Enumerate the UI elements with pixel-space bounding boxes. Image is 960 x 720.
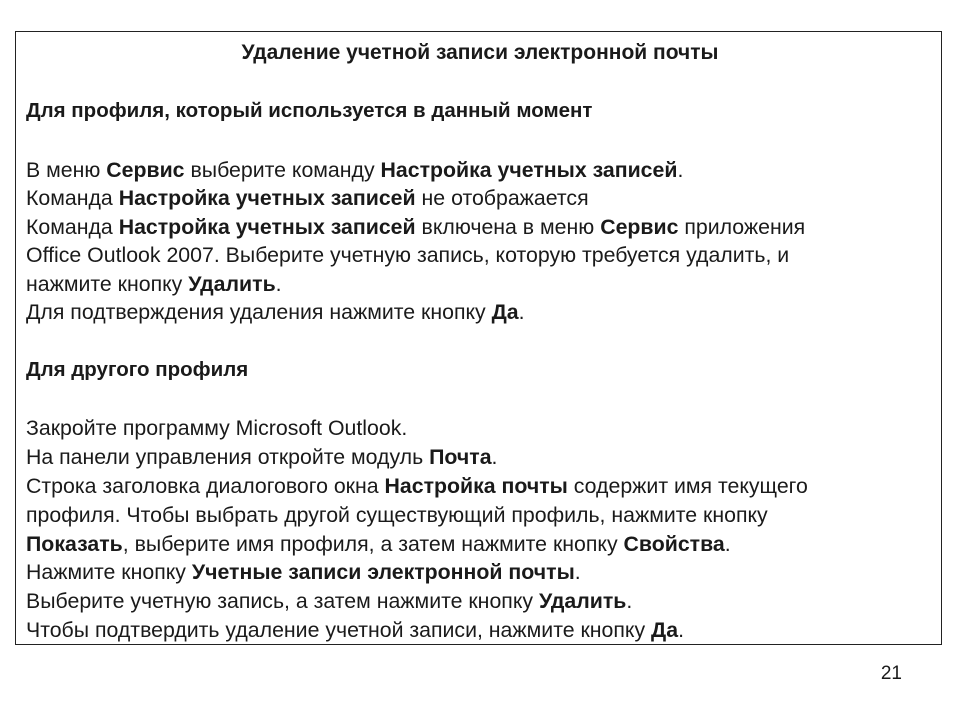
instruction-text: нажмите кнопку <box>26 272 189 296</box>
emphasized-term: Настройка почты <box>384 474 568 498</box>
instruction-line <box>26 616 684 644</box>
instruction-line <box>26 414 407 442</box>
emphasized-term: Да <box>651 618 679 642</box>
instruction-text: Office Outlook 2007. Выберите учетную запись, которую требуется удалить, и <box>26 243 790 267</box>
instruction-text: Для подтверждения удаления нажмите кнопку <box>26 300 492 324</box>
emphasized-term: Настройка учетных записей <box>380 158 678 182</box>
emphasized-term: Сервис <box>600 215 679 239</box>
instruction-text: Нажмите кнопку <box>26 560 192 584</box>
instruction-text: . <box>518 300 525 324</box>
instruction-line <box>26 558 581 586</box>
instruction-line <box>26 241 789 269</box>
emphasized-term: Учетные записи электронной почты <box>191 560 575 584</box>
emphasized-term: Показать <box>26 532 123 556</box>
instruction-text: . <box>626 589 633 613</box>
instruction-text: Команда <box>26 186 119 210</box>
instruction-text: Закройте программу Microsoft Outlook. <box>26 416 408 440</box>
instruction-text: не отображается <box>415 186 589 210</box>
emphasized-term: Настройка учетных записей <box>118 186 416 210</box>
instruction-line <box>26 270 282 298</box>
instruction-text: . <box>574 560 581 584</box>
instruction-line <box>26 472 808 500</box>
instruction-text: В меню <box>26 158 107 182</box>
instruction-text: . <box>724 532 731 556</box>
emphasized-term: Удалить <box>188 272 276 296</box>
instruction-text: выберите команду <box>184 158 381 182</box>
instruction-text: На панели управления откройте модуль <box>26 445 430 469</box>
instruction-text: , выберите имя профиля, а затем нажмите кнопку <box>122 532 624 556</box>
emphasized-term: Свойства <box>623 532 725 556</box>
instruction-line <box>26 298 525 326</box>
instruction-line <box>26 184 589 212</box>
emphasized-term: Удалить <box>538 589 627 613</box>
instruction-text: . <box>275 272 282 296</box>
instruction-line <box>26 501 768 529</box>
instruction-text: профиля. Чтобы выбрать другой существующий профиль, нажмите кнопку <box>26 503 768 527</box>
instruction-text: приложения <box>678 215 806 239</box>
emphasized-term: Настройка учетных записей <box>118 215 416 239</box>
page-title: Удаление учетной записи электронной почты <box>241 41 719 64</box>
emphasized-term: Да <box>491 300 519 324</box>
instruction-line <box>26 530 731 558</box>
instruction-text: Выберите учетную запись, а затем нажмите кнопку <box>26 589 539 613</box>
instruction-line <box>26 587 632 615</box>
page-number: 21 <box>880 663 902 684</box>
emphasized-term: Сервис <box>106 158 185 182</box>
instruction-text: содержит имя текущего <box>567 474 808 498</box>
instruction-text: Чтобы подтвердить удаление учетной записи, нажмите кнопку <box>26 618 652 642</box>
instruction-line <box>26 156 683 184</box>
instruction-line <box>26 213 805 241</box>
instruction-text: включена в меню <box>415 215 601 239</box>
emphasized-term: Почта <box>429 445 492 469</box>
instruction-text: . <box>491 445 498 469</box>
instruction-text: . <box>677 158 684 182</box>
section-heading-other-profile: Для другого профиля <box>26 358 249 381</box>
instruction-line <box>26 443 497 471</box>
instruction-text: Строка заголовка диалогового окна <box>26 474 385 498</box>
instruction-text: Команда <box>26 215 119 239</box>
section-heading-current-profile: Для профиля, который используется в данный момент <box>26 99 593 122</box>
instruction-text: . <box>678 618 684 642</box>
